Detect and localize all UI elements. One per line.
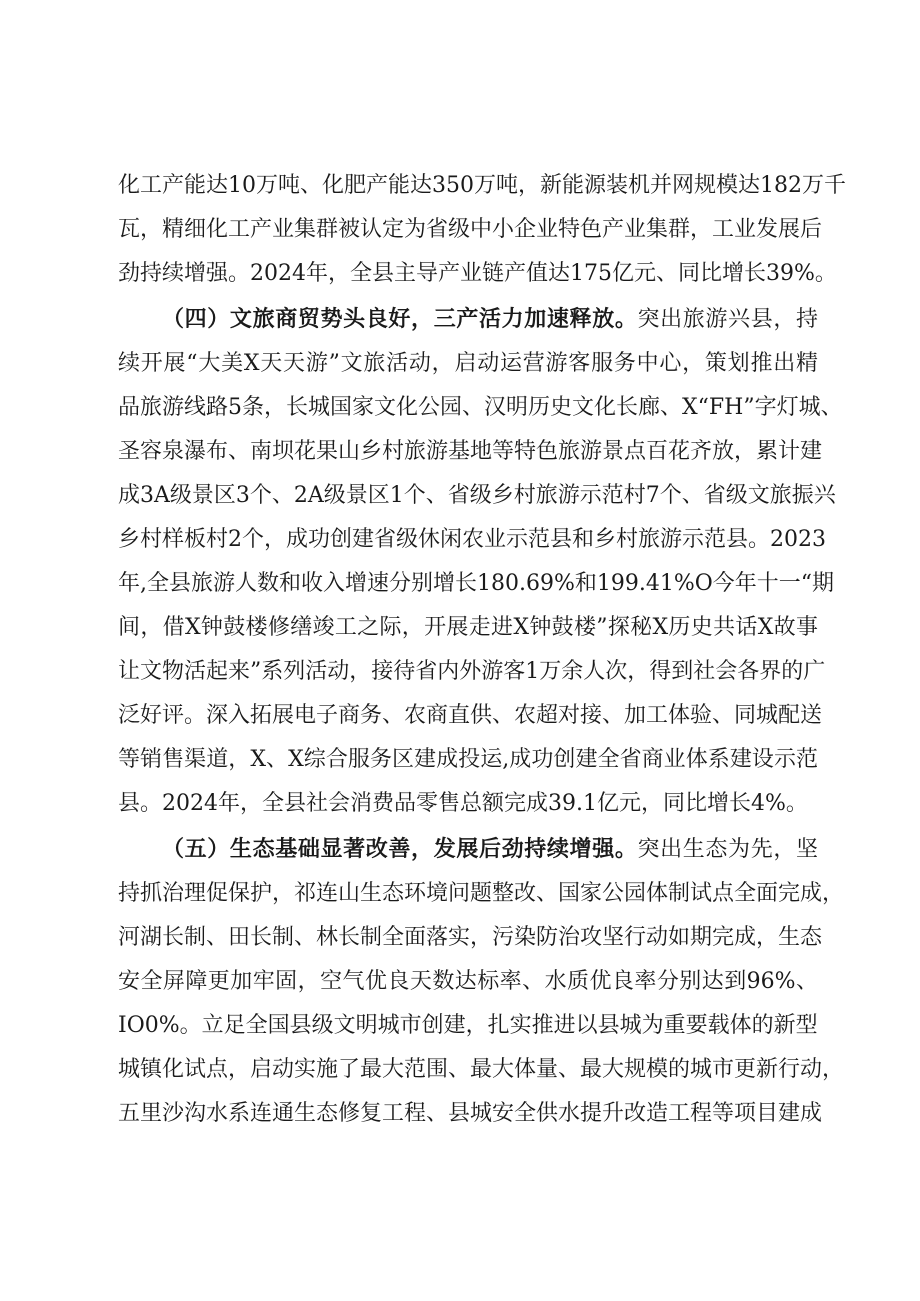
paragraph-first-line [162, 298, 818, 342]
text-line: 年,全县旅游人数和收入增速分别增长180.69%和199.41%O今年十一“期 [118, 571, 835, 596]
text-line: 化工产能达10万吨、化肥产能达350万吨，新能源装机并网规模达182万千 [118, 173, 846, 198]
text-line: 品旅游线路5条，长城国家文化公园、汉明历史文化长廊、X“FH”字灯城、 [118, 395, 843, 420]
section-heading: （四）文旅商贸势头良好，三产活力加速释放。 [162, 307, 638, 332]
text-span: 突出生态为先，坚 [637, 837, 818, 862]
text-line: 安全屏障更加牢固，空气优良天数达标率、水质优良率分别达到96%、 [118, 969, 818, 994]
text-line: 成3A级景区3个、2A级景区1个、省级乡村旅游示范村7个、省级文旅振兴 [118, 483, 836, 508]
text-line: 泛好评。深入拓展电子商务、农商直供、农超对接、加工体验、同城配送 [118, 703, 823, 728]
text-line: 持抓治理促保护，祁连山生态环境问题整改、国家公园体制试点全面完成， [118, 881, 845, 906]
text-line: 劲持续增强。2024年，全县主导产业链产值达175亿元、同比增长39%。 [118, 261, 837, 286]
text-line: 河湖长制、田长制、林长制全面落实，污染防治攻坚行动如期完成，生态 [118, 925, 823, 950]
text-line: IO0%。立足全国县级文明城市创建，扎实推进以县城为重要载体的新型 [118, 1013, 818, 1038]
text-line: 圣容泉瀑布、南坝花果山乡村旅游基地等特色旅游景点百花齐放，累计建 [118, 439, 823, 464]
section-heading: （五）生态基础显著改善，发展后劲持续增强。 [162, 837, 638, 862]
text-line: 间，借X钟鼓楼修缮竣工之际，开展走进X钟鼓楼”探秘X历史共话X故事 [118, 615, 818, 640]
text-line: 县。2024年，全县社会消费品零售总额完成39.1亿元，同比增长4%。 [118, 791, 808, 816]
text-line: 五里沙沟水系连通生态修复工程、县城安全供水提升改造工程等项目建成 [118, 1101, 823, 1126]
text-span: 突出旅游兴县，持 [637, 307, 818, 332]
text-line: 续开展“大美X天天游”文旅活动，启动运营游客服务中心，策划推出精 [118, 351, 818, 376]
paragraph-first-line [162, 828, 818, 872]
text-line: 城镇化试点，启动实施了最大范围、最大体量、最大规模的城市更新行动， [118, 1057, 845, 1082]
text-line: 让文物活起来”系列活动，接待省内外游客1万余人次，得到社会各界的广 [118, 659, 826, 684]
text-line: 瓦，精细化工产业集群被认定为省级中小企业特色产业集群，工业发展后 [118, 217, 823, 242]
text-line: 等销售渠道，X、X综合服务区建成投运,成功创建全省商业体系建设示范 [118, 747, 818, 772]
text-line: 乡村样板村2个，成功创建省级休闲农业示范县和乡村旅游示范县。2023 [118, 527, 826, 552]
